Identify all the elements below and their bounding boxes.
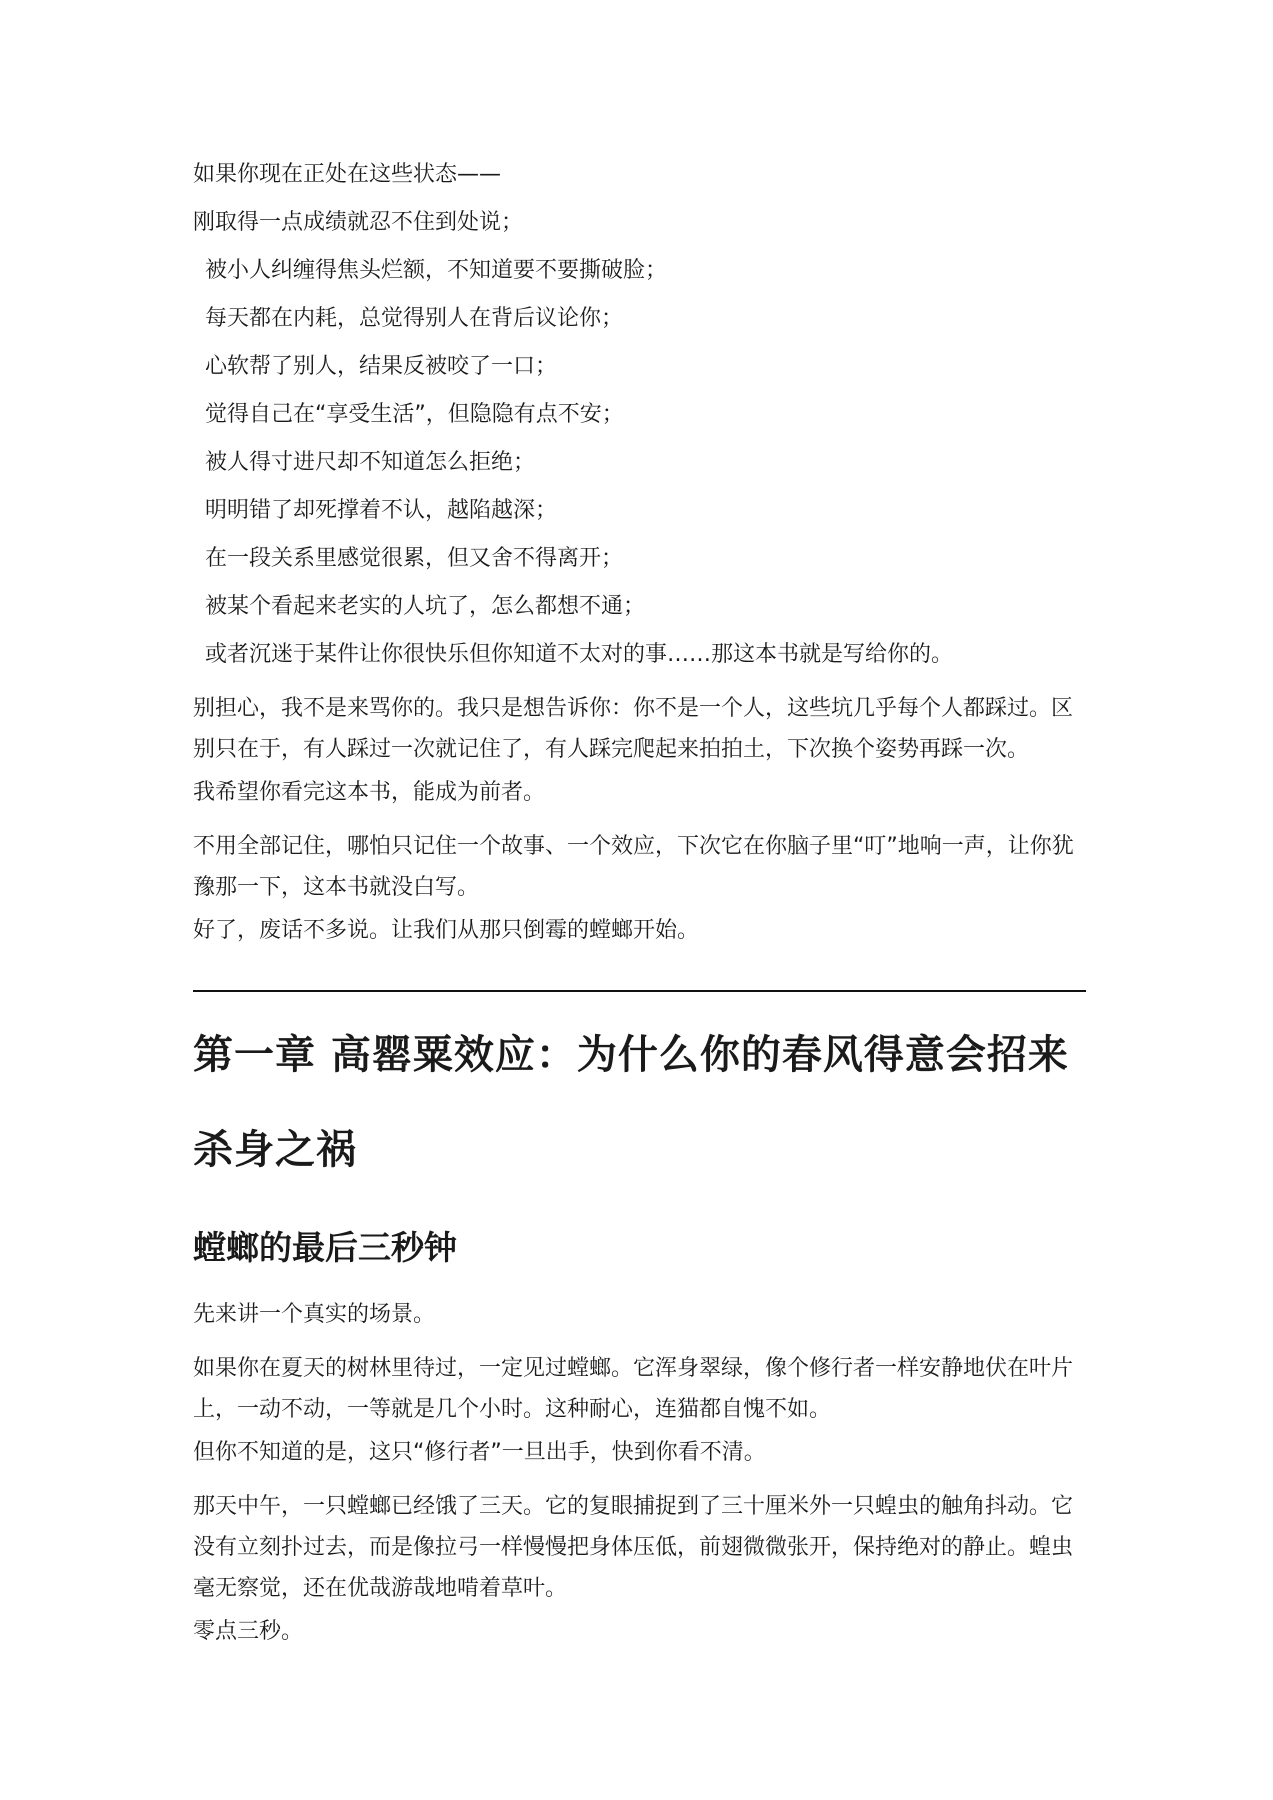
intro-paragraph: 我希望你看完这本书，能成为前者。 [193,780,546,805]
intro-paragraph: 不用全部记住，哪怕只记住一个故事、一个效应，下次它在你脑子里“叮”地响一声，让你犹豫那一下，这本书就没白写。 [193,834,1074,900]
chapter-title: 第一章 高罂粟效应：为什么你的春风得意会招来杀身之祸 [193,1032,1069,1173]
body-paragraph: 先来讲一个真实的场景。 [193,1302,436,1327]
body-paragraph: 零点三秒。 [193,1619,304,1644]
body-paragraph: 如果你在夏天的树林里待过，一定见过螳螂。它浑身翠绿，像个修行者一样安静地伏在叶片上，一动不动，一等就是几个小时。这种耐心，连猫都自愧不如。 [193,1356,1074,1422]
intro-line: 心软帮了别人，结果反被咬了一口； [205,354,558,379]
body-paragraph: 但你不知道的是，这只“修行者”一旦出手，快到你看不清。 [193,1440,766,1465]
section-title: 螳螂的最后三秒钟 [193,1228,457,1267]
intro-line: 或者沉迷于某件让你很快乐但你知道不太对的事……那这本书就是写给你的。 [205,642,954,667]
body-paragraph: 那天中午，一只螳螂已经饿了三天。它的复眼捕捉到了三十厘米外一只蝗虫的触角抖动。它没有立刻扑过去，而是像拉弓一样慢慢把身体压低，前翅微微张开，保持绝对的静止。蝗虫毫无察觉，还在优哉游哉地啃着草叶。 [193,1494,1074,1601]
section-divider [193,990,1086,992]
intro-line: 明明错了却死撑着不认，越陷越深； [205,498,558,523]
intro-line: 如果你现在正处在这些状态—— [193,162,502,187]
intro-paragraph: 别担心，我不是来骂你的。我只是想告诉你：你不是一个人，这些坑几乎每个人都踩过。区别只在于，有人踩过一次就记住了，有人踩完爬起来拍拍土，下次换个姿势再踩一次。 [193,696,1074,762]
intro-paragraph: 好了，废话不多说。让我们从那只倒霉的螳螂开始。 [193,918,700,943]
intro-line: 刚取得一点成绩就忍不住到处说； [193,210,524,235]
intro-line: 每天都在内耗，总觉得别人在背后议论你； [205,306,624,331]
intro-line: 在一段关系里感觉很累，但又舍不得离开； [205,546,624,571]
intro-line: 被人得寸进尺却不知道怎么拒绝； [205,450,536,475]
document-page [193,160,1086,1665]
intro-line: 被某个看起来老实的人坑了，怎么都想不通； [205,594,646,619]
intro-line: 被小人纠缠得焦头烂额，不知道要不要撕破脸； [205,258,668,283]
intro-line: 觉得自己在“享受生活”，但隐隐有点不安； [205,402,624,427]
